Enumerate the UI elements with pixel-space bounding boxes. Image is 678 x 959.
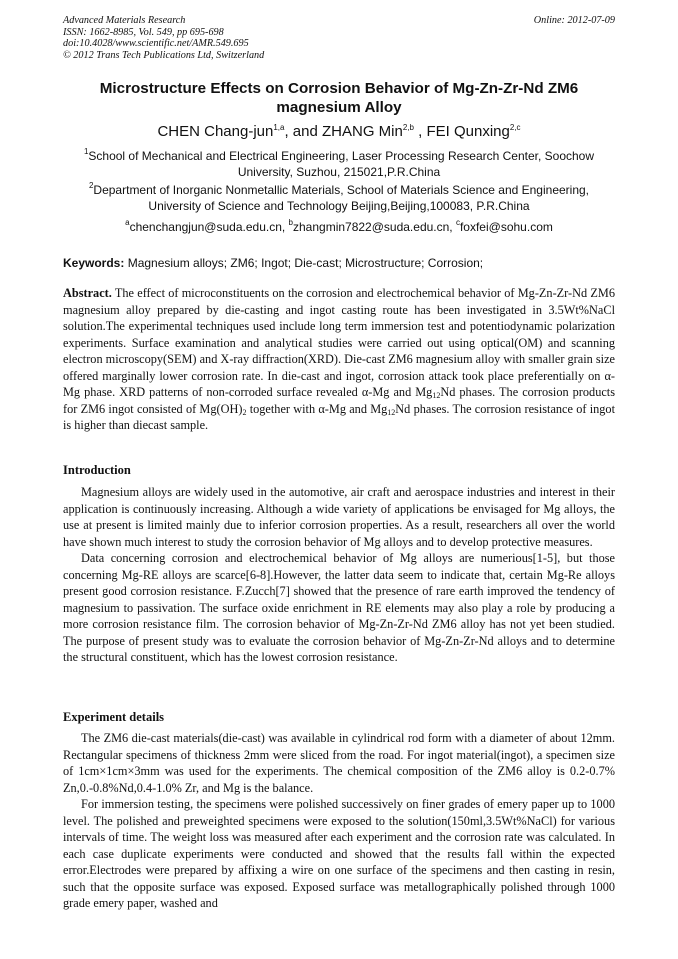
introduction-paragraph-2: Data concerning corrosion and electrochemical behavior of Mg alloys are numerious[1-5], but those concerning Mg-RE alloys are scarce[6-8].However, the latter data seem to indicate that, certain Mg-Re alloys present good corrosion resistance. F.Zucch[7] showed that the presence of rare earth improved the tendency of magnesium to passivation. The surface oxide enrichment in RE elements may also play a role by producing a more corrosion resistance film. The corrosion behavior of Mg-Zn-Zr-Nd ZM6 alloy has not yet been studied. The purpose of present study was to evaluate the corrosion behavior of Mg-Zn-Zr-Nd alloys and to determine the structural constituent, which has the lowest corrosion resistance. <box>63 551 615 664</box>
doi-line: doi:10.4028/www.scientific.net/AMR.549.695 <box>63 38 249 50</box>
email-b-sup: b <box>288 218 293 227</box>
keywords <box>63 256 615 271</box>
paper-title: Microstructure Effects on Corrosion Behavior of Mg-Zn-Zr-Nd ZM6 magnesium Alloy <box>99 80 579 116</box>
author-3-sup: 2,c <box>509 123 521 132</box>
introduction-paragraph-1: Magnesium alloys are widely used in the automotive, air craft and aerospace industries and interest in their application is continuously increasing. Although a wide variety of applications be envisaged for Mg alloys, the use at present is limited mainly due to inferior corrosion properties. As a result, researchers all over the world have shown much interest to study the corrosion behavior of Mg alloys and to develop protective measures. <box>63 485 615 549</box>
introduction-heading: Introduction <box>63 463 131 477</box>
email-c-sup: c <box>455 218 460 227</box>
author-sep-2: , <box>413 123 427 140</box>
email-b[interactable]: zhangmin7822@suda.edu.cn, <box>293 220 456 234</box>
keywords-label: Keywords: <box>63 256 125 270</box>
abstract-text-2: Nd phases. The corrosion products for ZM6 ingot consisted of Mg(OH) <box>63 385 616 416</box>
journal-header <box>63 15 264 61</box>
author-line <box>63 123 615 141</box>
experiment-heading: Experiment details <box>63 710 165 724</box>
online-date: Online: 2012-07-09 <box>533 15 615 26</box>
abstract-sub-3: 12 <box>387 407 396 417</box>
abstract-sub-2: 2 <box>242 407 247 417</box>
abstract-text-3: together with α-Mg and Mg <box>246 401 388 416</box>
issn-line: ISSN: 1662-8985, Vol. 549, pp 695-698 <box>63 26 224 38</box>
affiliation-2-sup: 2 <box>88 181 94 190</box>
affiliation-1-sup: 1 <box>83 147 89 156</box>
experiment-paragraph-1: The ZM6 die-cast materials(die-cast) was available in cylindrical rod form with a diameter of about 12mm. Rectangular specimens of thickness 2mm were sliced from the road. For ingot material(ingot), a specimen size of 1cm×1cm×3mm was used for the experiments. The chemical composition of the ZM6 alloy is 0.2-0.7% Zn,0.-0.8%Nd,0.4-1.0% Zr, and Mg is the balance. <box>63 731 615 795</box>
abstract-sub-1: 12 <box>432 391 441 400</box>
author-1: CHEN Chang-jun <box>157 123 274 140</box>
affiliation-1-text: School of Mechanical and Electrical Engineering, Laser Processing Research Center, Soochow University, Suzhou, 215021,P.R.China <box>88 149 595 179</box>
affiliation-1 <box>63 149 615 180</box>
affiliation-2 <box>63 183 615 214</box>
author-sep-1: , and <box>284 123 322 140</box>
abstract <box>63 285 615 434</box>
author-3: FEI Qunxing <box>426 123 510 140</box>
abstract-text-1: The effect of microconstituents on the corrosion and electrochemical behavior of Mg-Zn-Zr-Nd ZM6 magnesium alloy prepared by die-casting and ingot casting route has been investigated in 3.5Wt%NaCl solution.The experimental techniques used include long term immersion test and potentiodynamic polarization experiments. Surface examination and analytical studies were carried out using optical(OM) and scanning electron microscopy(SEM) and X-ray diffraction(XRD). Die-cast ZM6 magnesium alloy with smaller grain size offered marginally lower corrosion rate. In die-cast and ingot, corrosion attack took place preferentially on α-Mg phase. XRD patterns of non-corroded surface revealed α-Mg and Mg <box>63 286 615 399</box>
keywords-text: Magnesium alloys; ZM6; Ingot; Die-cast; Microstructure; Corrosion; <box>124 256 484 270</box>
affiliation-2-text: Department of Inorganic Nonmetallic Materials, School of Materials Science and Engineering, University of Science and Technology Beijing,Beijing,100083, P.R.China <box>93 183 590 213</box>
email-c[interactable]: foxfei@sohu.com <box>459 220 553 234</box>
author-1-sup: 1,a <box>273 123 285 132</box>
abstract-text-4: Nd phases. The corrosion resistance of ingot is higher than diecast sample. <box>63 401 615 432</box>
author-2-sup: 2,b <box>402 123 414 132</box>
introduction-body <box>63 484 615 666</box>
email-a-sup: a <box>125 218 130 227</box>
copyright-line: © 2012 Trans Tech Publications Ltd, Switzerland <box>63 49 265 61</box>
experiment-paragraph-2: For immersion testing, the specimens were polished successively on finer grades of emery paper up to 1000 level. The polished and preweighted specimens were exposed to the solution(150ml,3.5Wt%NaCl) for various intervals of time. The weight loss was measured after each experiment and the corrosion rate was calculated. In each case duplicate experiments were conducted and showed that the results fall within the expected error.Electrodes were prepared by affixing a wire on one surface of the specimens and then casting in resin, such that the opposite surface was exposed. Exposed surface was metallographically polished through 1000 grade emery paper, washed and <box>63 797 615 910</box>
experiment-body <box>63 730 615 912</box>
email-line <box>63 220 615 235</box>
author-2: ZHANG Min <box>322 123 403 140</box>
journal-name: Advanced Materials Research <box>63 15 186 26</box>
abstract-label: Abstract. <box>63 286 112 300</box>
email-a[interactable]: chenchangjun@suda.edu.cn, <box>129 220 289 234</box>
